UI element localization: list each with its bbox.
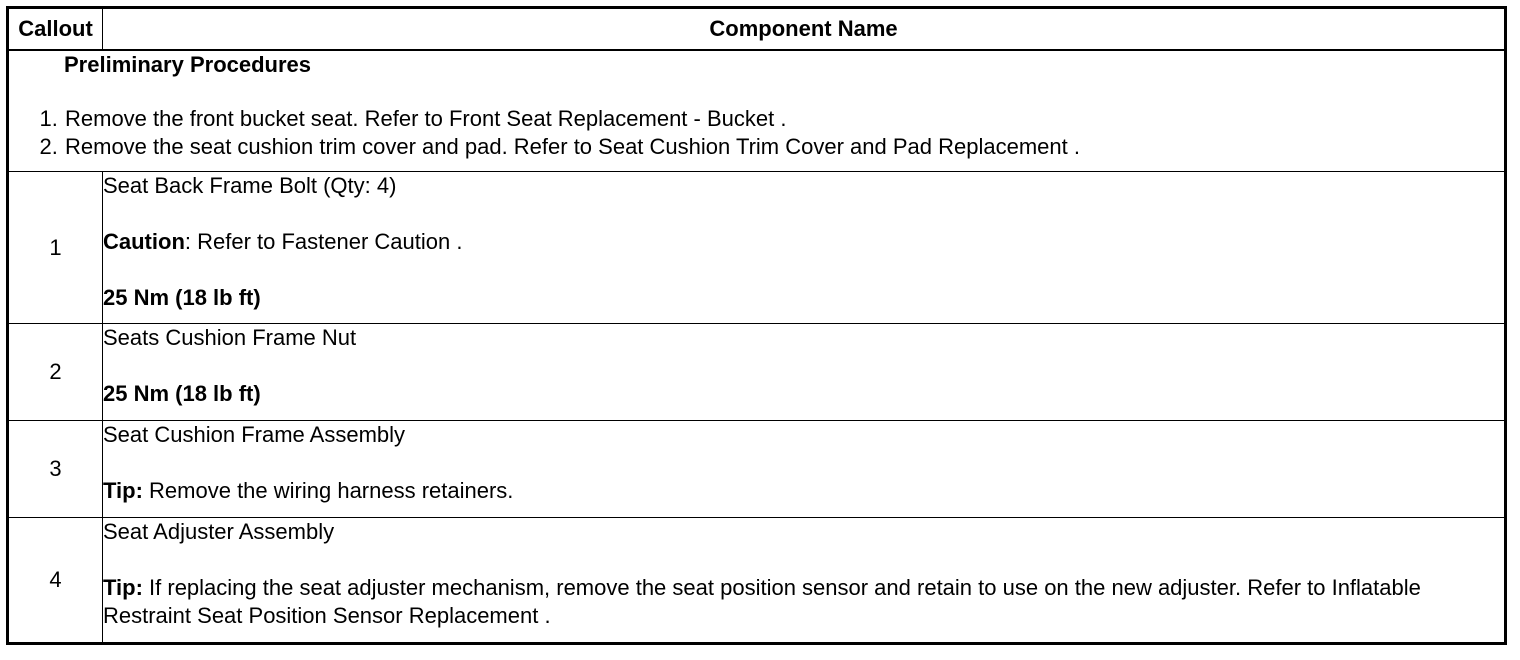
note-label: Caution (103, 229, 185, 254)
component-cell (103, 324, 1506, 421)
callout-number: 4 (8, 518, 103, 644)
component-cell (103, 421, 1506, 518)
table-row (8, 324, 1506, 421)
component-note (103, 574, 1504, 630)
component-name-column-header: Component Name (103, 8, 1506, 51)
component-cell (103, 518, 1506, 644)
callout-number: 1 (8, 172, 103, 324)
preliminary-steps-list (9, 105, 1504, 161)
table-row (8, 518, 1506, 644)
note-text: : Refer to Fastener Caution . (184, 229, 463, 254)
table-row (8, 421, 1506, 518)
component-name: Seat Cushion Frame Assembly (103, 422, 406, 447)
table-header-row (8, 8, 1506, 51)
callout-number: 3 (8, 421, 103, 518)
note-label: Tip: (103, 478, 143, 503)
preliminary-step: 1. Remove the front bucket seat. Refer to Front Seat Replacement - Bucket . (64, 105, 1504, 133)
note-label: Tip: (103, 575, 143, 600)
component-name: Seat Back Frame Bolt (Qty: 4) (103, 173, 397, 198)
note-text: If replacing the seat adjuster mechanism, remove the seat position sensor and retain to use on the new adjuster. Refer to Inflatable Restraint Seat Position Sensor Replacement . (103, 575, 1421, 628)
preliminary-procedures-cell (8, 50, 1506, 172)
note-text: Remove the wiring harness retainers. (142, 478, 514, 503)
callout-column-header: Callout (8, 8, 103, 51)
torque-spec: 25 Nm (18 lb ft) (103, 285, 261, 310)
component-note (103, 228, 1504, 256)
table-row (8, 172, 1506, 324)
preliminary-procedures-row (8, 50, 1506, 172)
component-table (6, 6, 1507, 645)
preliminary-procedures-title: Preliminary Procedures (64, 52, 312, 77)
component-cell (103, 172, 1506, 324)
component-name: Seat Adjuster Assembly (103, 519, 335, 544)
component-note (103, 477, 1504, 505)
component-name: Seats Cushion Frame Nut (103, 325, 357, 350)
torque-spec: 25 Nm (18 lb ft) (103, 381, 261, 406)
callout-number: 2 (8, 324, 103, 421)
preliminary-step: 2. Remove the seat cushion trim cover and pad. Refer to Seat Cushion Trim Cover and Pad Replacement . (64, 133, 1504, 161)
